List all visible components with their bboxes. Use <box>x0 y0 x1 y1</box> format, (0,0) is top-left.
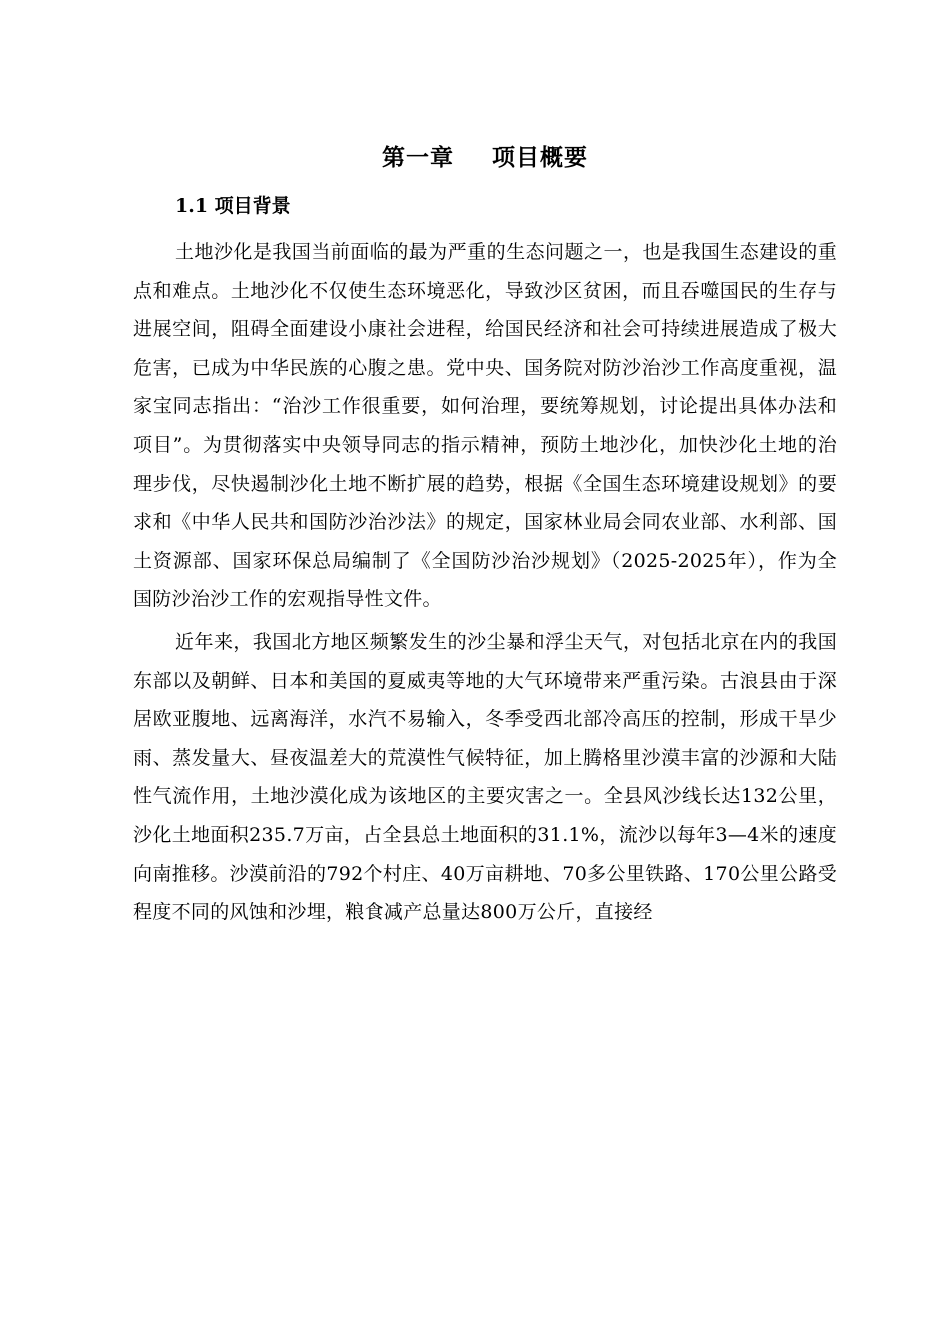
document-body <box>133 138 837 932</box>
chapter-title <box>133 138 837 178</box>
body-paragraph: 近年来，我国北方地区频繁发生的沙尘暴和浮尘天气，对包括北京在内的我国东部以及朝鲜、日本和美国的夏威夷等地的大气环境带来严重污染。古浪县由于深居欧亚腹地、远离海洋，水汽不易输入，冬季受西北部冷高压的控制，形成干旱少雨、蒸发量大、昼夜温差大的荒漠性气候特征，加上腾格里沙漠丰富的沙源和大陆性气流作用，土地沙漠化成为该地区的主要灾害之一。全县风沙线长达132公里，沙化土地面积235.7万亩，占全县总土地面积的31.1%，流沙以每年3—4米的速度向南推移。沙漠前沿的792个村庄、40万亩耕地、70多公里铁路、170公里公路受程度不同的风蚀和沙埋，粮食减产总量达800万公斤，直接经 <box>133 630 837 924</box>
section-heading: 1.1 项目背景 <box>175 195 291 217</box>
chapter-number: 第一章 <box>382 144 454 171</box>
body-paragraph: 土地沙化是我国当前面临的最为严重的生态问题之一，也是我国生态建设的重点和难点。土地沙化不仅使生态环境恶化，导致沙区贫困，而且吞噬国民的生存与进展空间，阻碍全面建设小康社会进程，给国民经济和社会可持续进展造成了极大危害，已成为中华民族的心腹之患。党中央、国务院对防沙治沙工作高度重视，温家宝同志指出：“治沙工作很重要，如何治理，要统筹规划，讨论提出具体办法和项目”。为贯彻落实中央领导同志的指示精神，预防土地沙化，加快沙化土地的治理步伐，尽快遏制沙化土地不断扩展的趋势，根据《全国生态环境建设规划》的要求和《中华人民共和国防沙治沙法》的规定，国家林业局会同农业部、水利部、国土资源部、国家环保总局编制了《全国防沙治沙规划》（2025-2025年），作为全国防沙治沙工作的宏观指导性文件。 <box>133 241 837 611</box>
chapter-name: 项目概要 <box>492 144 588 171</box>
